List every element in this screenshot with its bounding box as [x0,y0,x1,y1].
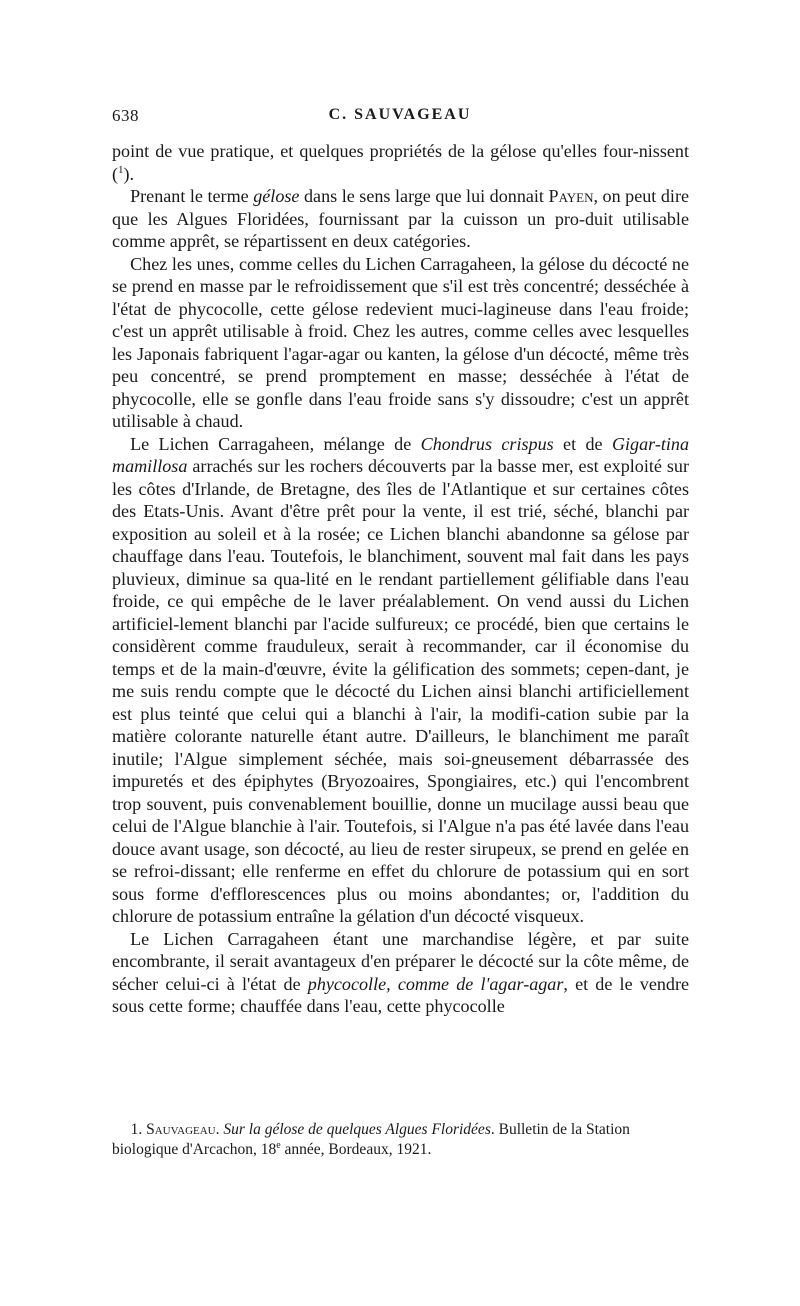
species-name: Chondrus crispus [420,433,554,454]
paragraph-4: Le Lichen Carragaheen, mélange de Chondrus crispus et de Gigar-tina mamillosa arrachés sur les rochers découverts par la basse mer, est exploité sur les côtes d'Irlande, de Bretagne, des îles de l'Atlantique et sur certaines côtes des Etats-Unis. Avant d'être prêt pour la vente, il est trié, séché, blanchi par exposition au soleil et à la rosée; ce Lichen blanchi abandonne sa gélose par chauffage dans l'eau. Toutefois, le blanchiment, souvent mal fait dans les pays pluvieux, diminue sa qua-lité en le rendant partiellement gélifiable dans l'eau froide, ce qui empêche de le laver préalablement. On vend aussi du Lichen artificiel-lement blanchi par l'acide sulfureux; ce procédé, bien que certains le considèrent comme frauduleux, serait à recommander, car il économise du temps et de la main-d'œuvre, évite la gélification des sommets; cepen-dant, je me suis rendu compte que le décocté du Lichen ainsi blanchi artificiellement est plus teinté que celui qui a blanchi à l'air, la modifi-cation subie par la matière colorante naturelle étant autre. D'ailleurs, le blanchiment me paraît inutile; l'Algue simplement séchée, mais soi-gneusement débarrassée des impuretés et des épiphytes (Bryozoaires, Spongiaires, etc.) qui l'encombrent trop souvent, puis convenablement bouillie, donne un mucilage aussi beau que celui de l'Algue blanchie à l'air. Toutefois, si l'Algue n'a pas été lavée dans l'eau douce avant usage, son décocté, au lieu de rester sirupeux, se prend en gelée en se refroi-dissant; elle renferme en effet du chlorure de potassium qui en sort sous forme d'efflorescences plus ou moins abondantes; or, l'addition du chlorure de potassium entraîne la gélation d'un décocté visqueux. [112,433,689,926]
species-name: Gigar-tina mamillosa [112,433,689,476]
italic-phrase: phycocolle, comme de l'agar-agar [307,973,564,994]
body-text [112,140,689,1018]
footnotes [112,1120,689,1160]
page-header [112,106,688,134]
running-head-author: C. SAUVAGEAU [328,106,472,123]
page-number: 638 [112,106,139,125]
paragraph-1: point de vue pratique, et quelques propriétés de la gélose qu'elles four-nissent ($^1$). [112,141,689,184]
italic-term: gélose [253,186,300,206]
footnote-title: Sur la gélose de quelques Algues Floridées [223,1121,491,1138]
footnote-number: 1 [130,1121,139,1138]
footnote-1: 1. Sauvageau. Sur la gélose de quelques Algues Floridées. Bulletin de la Station biologique d'Arcachon, 18e année, Bordeaux, 1921. [112,1121,630,1158]
footnote-reference[interactable]: 1 [118,163,124,176]
paragraph-2: Prenant le terme gélose dans le sens large que lui donnait Payen, on peut dire que les Algues Floridées, fournissant par la cuisson un pro-duit utilisable comme apprêt, se répartissent en deux catégories. [112,186,689,251]
author-name: Payen [548,186,594,206]
paragraph-5: Le Lichen Carragaheen étant une marchandise légère, et par suite encombrante, il serait avantageux d'en préparer le décocté sur la côte même, de sécher celui-ci à l'état de phycocolle, comme de l'agar-agar, et de le vendre sous cette forme; chauffée dans l'eau, cette phycocolle [112,928,689,1016]
paragraph-3: Chez les unes, comme celles du Lichen Carragaheen, la gélose du décocté ne se prend en masse par le refroidissement que s'il est très concentré; desséchée à l'état de phycocolle, cette gélose redevient muci-lagineuse dans l'eau froide; c'est un apprêt utilisable à froid. Chez les autres, comme celles avec lesquelles les Japonais fabriquent l'agar-agar ou kanten, la gélose d'un décocté, même très peu concentré, se prend promptement en masse; desséchée à l'état de phycocolle, elle se gonfle dans l'eau froide sans s'y dissoudre; c'est un apprêt utilisable à chaud. [112,253,689,431]
footnote-author: Sauvageau [146,1121,216,1138]
